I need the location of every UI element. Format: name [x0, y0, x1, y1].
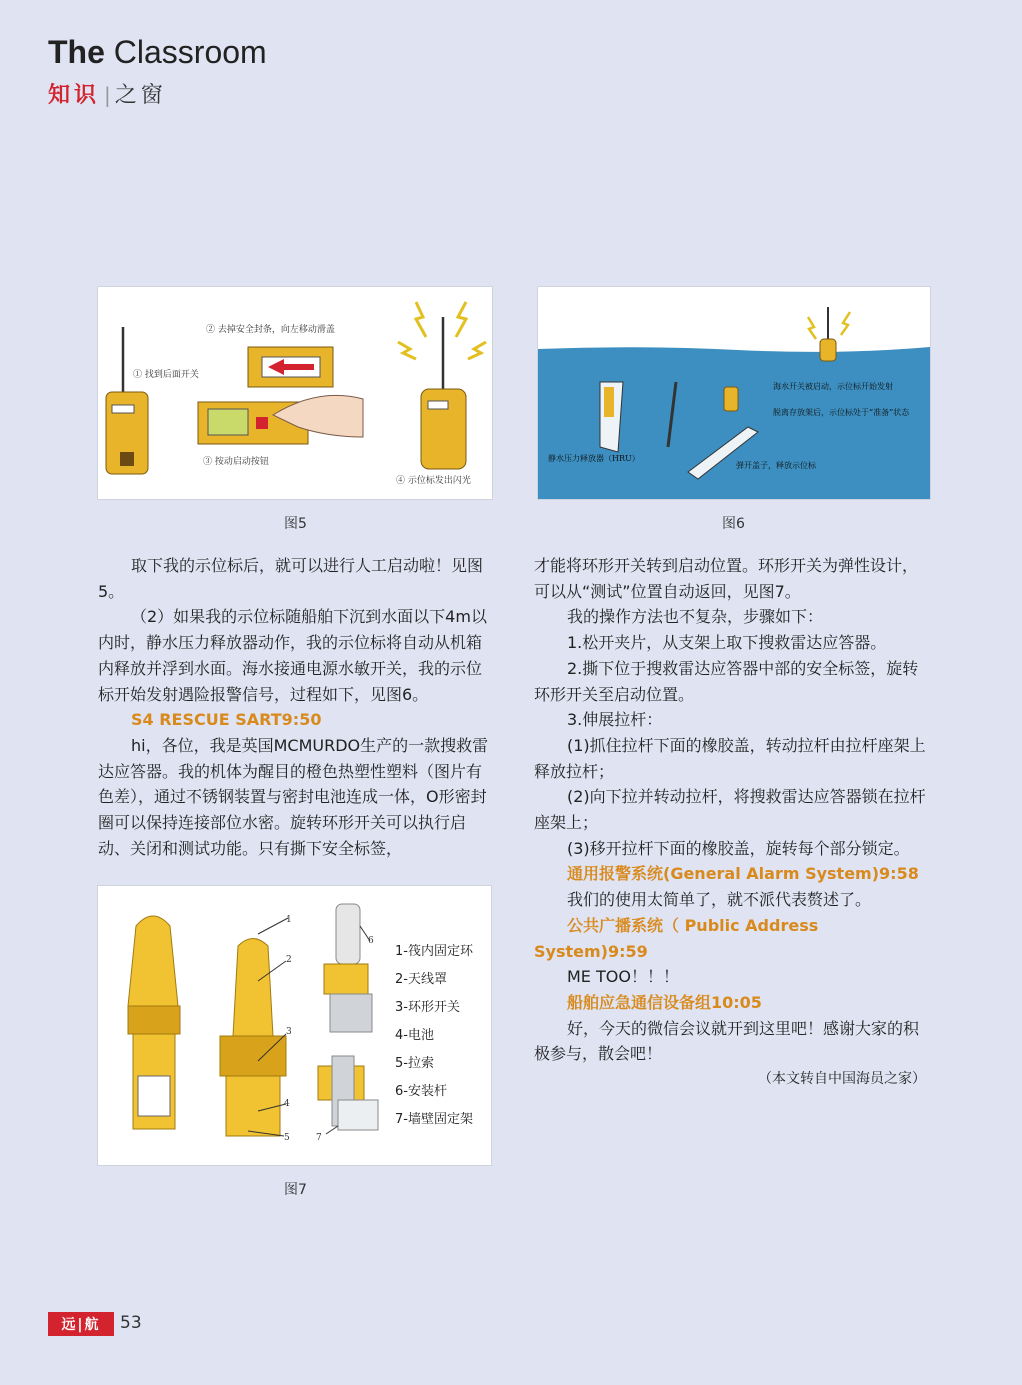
right-paragraph-6: (1)抓住拉杆下面的橡胶盖，转动拉杆由拉杆座架上释放拉杆；: [534, 735, 926, 781]
legend-item: 7-墙壁固定架: [395, 1112, 473, 1127]
heading-public-address: 公共广播系统（ Public Address System)9:59: [534, 915, 819, 961]
fig6-label-4: 弹开盖子，释放示位标: [736, 461, 816, 470]
fig6-label-1: 海水开关被启动，示位标开始发射: [773, 382, 893, 391]
fig6-label-3: 静水压力释放器（HRU）: [548, 454, 640, 463]
right-paragraph-7: (2)向下拉并转动拉杆，将搜救雷达应答器锁在拉杆座架上；: [534, 787, 926, 833]
heading-general-alarm: 通用报警系统(General Alarm System)9:58: [567, 864, 919, 884]
fig7-num-4: 4: [284, 1099, 290, 1109]
legend-item: 5-拉索: [395, 1056, 434, 1071]
legend-item: 4-电池: [395, 1028, 434, 1043]
figure-6: [537, 286, 931, 500]
section-subtitle: 知识 | 之窗: [48, 83, 167, 108]
heading-s4-rescue-sart: S4 RESCUE SART9:50: [131, 710, 322, 730]
magazine-badge: 远|航: [48, 1312, 114, 1336]
fig5-label-3: ③ 按动启动按钮: [203, 457, 269, 467]
left-paragraph-3: hi，各位，我是英国MCMURDO生产的一款搜救雷达应答器。我的机体为醒目的橙色热塑性塑料（图片有色差），通过不锈钢装置与密封电池连成一体，O形密封圈可以保持连接部位水密。旋转环形开关可以执行启动、关闭和测试功能。只有撕下安全标签，: [98, 735, 489, 858]
figure-7-caption: 图7: [284, 1182, 307, 1198]
fig7-num-3: 3: [286, 1027, 292, 1037]
source-note: （本文转自中国海员之家）: [758, 1071, 926, 1088]
figure-5: [97, 286, 493, 500]
fig5-label-2: ② 去掉安全封条，向左移动滑盖: [206, 325, 335, 335]
fig6-label-2: 脱离存放架后，示位标处于“准备”状态: [773, 408, 910, 417]
right-paragraph-3: 1.松开夹片，从支架上取下搜救雷达应答器。: [567, 633, 887, 653]
left-paragraph-1: 取下我的示位标后，就可以进行人工启动啦！见图5。: [98, 556, 484, 601]
legend-item: 1-筏内固定环: [395, 944, 473, 959]
right-paragraph-10: ME TOO！！！: [567, 967, 679, 987]
right-paragraph-8: (3)移开拉杆下面的橡胶盖，旋转每个部分锁定。: [567, 838, 910, 858]
legend-item: 6-安装杆: [395, 1084, 447, 1099]
page-number: 53: [120, 1313, 142, 1333]
right-paragraph-4: 2.撕下位于搜救雷达应答器中部的安全标签，旋转环形开关至启动位置。: [534, 658, 919, 704]
fig7-num-6: 6: [368, 936, 374, 946]
right-paragraph-5: 3.伸展拉杆：: [567, 710, 663, 730]
fig7-num-5: 5: [284, 1133, 290, 1143]
right-paragraph-2: 我的操作方法也不复杂，步骤如下：: [567, 607, 824, 627]
fig7-num-1: 1: [286, 915, 292, 925]
fig7-num-7: 7: [316, 1133, 322, 1143]
heading-emergency-comms: 船舶应急通信设备组10:05: [567, 992, 762, 1012]
legend-item: 2-天线罩: [395, 972, 447, 987]
fig5-label-1: ① 找到后面开关: [133, 370, 199, 380]
right-paragraph-1: 才能将环形开关转到启动位置。环形开关为弹性设计，可以从“测试”位置自动返回，见图7。: [534, 556, 919, 601]
right-column: [534, 553, 930, 1093]
figure-5-caption: 图5: [284, 516, 307, 532]
figure-7-legend: [395, 938, 473, 1134]
fig7-num-2: 2: [286, 955, 292, 965]
figure-6-caption: 图6: [722, 516, 745, 532]
right-paragraph-9: 我们的使用太简单了，就不派代表赘述了。: [567, 890, 872, 910]
figure-7: [97, 885, 492, 1166]
left-column: [98, 553, 494, 861]
left-paragraph-2: （2）如果我的示位标随船舶下沉到水面以下4m以内时，静水压力释放器动作，我的示位标将自动从机箱内释放并浮到水面。海水接通电源水敏开关，我的示位标开始发射遇险报警信号，过程如下，见图6。: [98, 607, 487, 704]
section-title: The Classroom: [48, 34, 267, 70]
right-paragraph-11: 好，今天的微信会议就开到这里吧！感谢大家的积极参与，散会吧！: [534, 1018, 920, 1064]
fig5-label-4: ④ 示位标发出闪光: [396, 476, 471, 486]
legend-item: 3-环形开关: [395, 1000, 460, 1015]
